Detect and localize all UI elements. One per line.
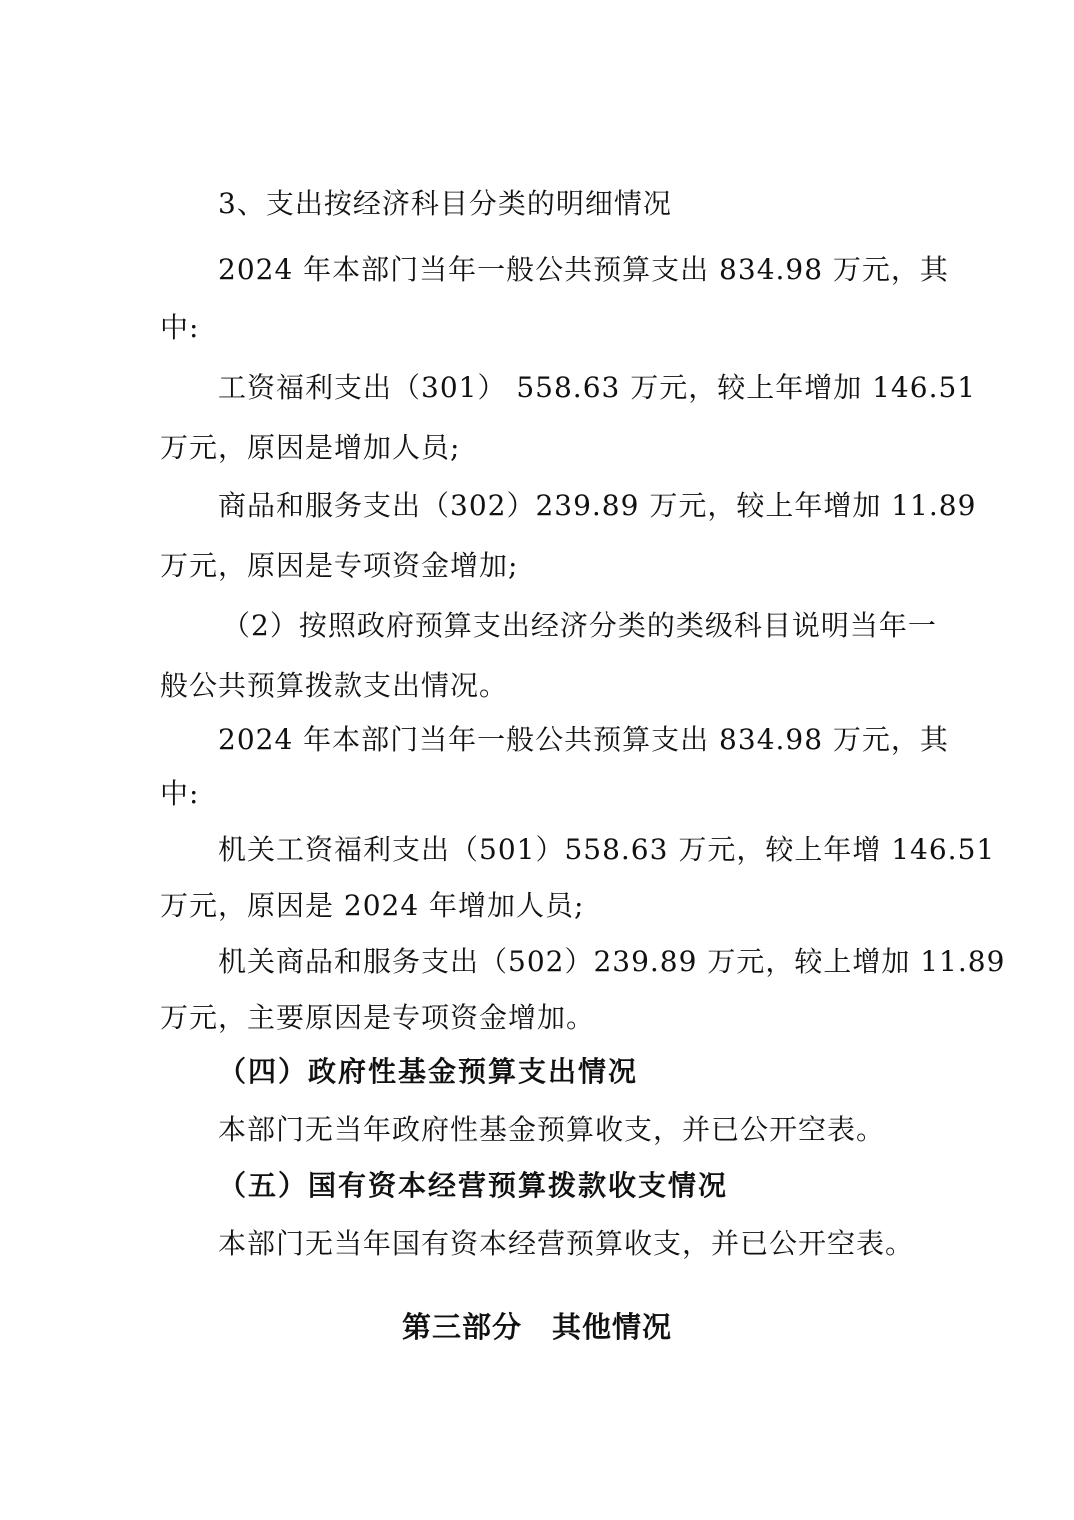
subsection-title-gov-classification: （2）按照政府预算支出经济分类的类级科目说明当年一 <box>222 609 937 642</box>
summary-text-continued: 中: <box>160 311 200 344</box>
section-five-body: 本部门无当年国有资本经营预算收支，并已公开空表。 <box>218 1227 915 1260</box>
gov-summary-text: 2024 年本部门当年一般公共预算支出 834.98 万元，其 <box>218 723 949 756</box>
section-four-heading: （四）政府性基金预算支出情况 <box>218 1055 639 1088</box>
section-title-economic-classification: 3、支出按经济科目分类的明细情况 <box>218 187 672 220</box>
item-502-text: 机关商品和服务支出（502）239.89 万元，较上增加 11.89 <box>218 945 1006 978</box>
item-302-text-continued: 万元，原因是专项资金增加; <box>160 549 519 582</box>
summary-text: 2024 年本部门当年一般公共预算支出 834.98 万元，其 <box>218 253 949 286</box>
item-501-text-continued: 万元，原因是 2024 年增加人员; <box>160 889 585 922</box>
item-301-text-continued: 万元，原因是增加人员; <box>160 431 461 464</box>
section-five-heading: （五）国有资本经营预算拨款收支情况 <box>218 1169 729 1202</box>
item-502-text-continued: 万元，主要原因是专项资金增加。 <box>160 1001 596 1034</box>
item-501-text: 机关工资福利支出（501）558.63 万元，较上年增 146.51 <box>218 833 996 866</box>
item-302-text: 商品和服务支出（302）239.89 万元，较上年增加 11.89 <box>218 489 977 522</box>
section-four-body: 本部门无当年政府性基金预算收支，并已公开空表。 <box>218 1113 886 1146</box>
item-301-text: 工资福利支出（301） 558.63 万元，较上年增加 146.51 <box>218 371 977 404</box>
part-three-heading: 第三部分 其他情况 <box>401 1310 672 1344</box>
subsection-title-continued: 般公共预算拨款支出情况。 <box>160 669 509 702</box>
gov-summary-text-continued: 中: <box>160 777 200 810</box>
